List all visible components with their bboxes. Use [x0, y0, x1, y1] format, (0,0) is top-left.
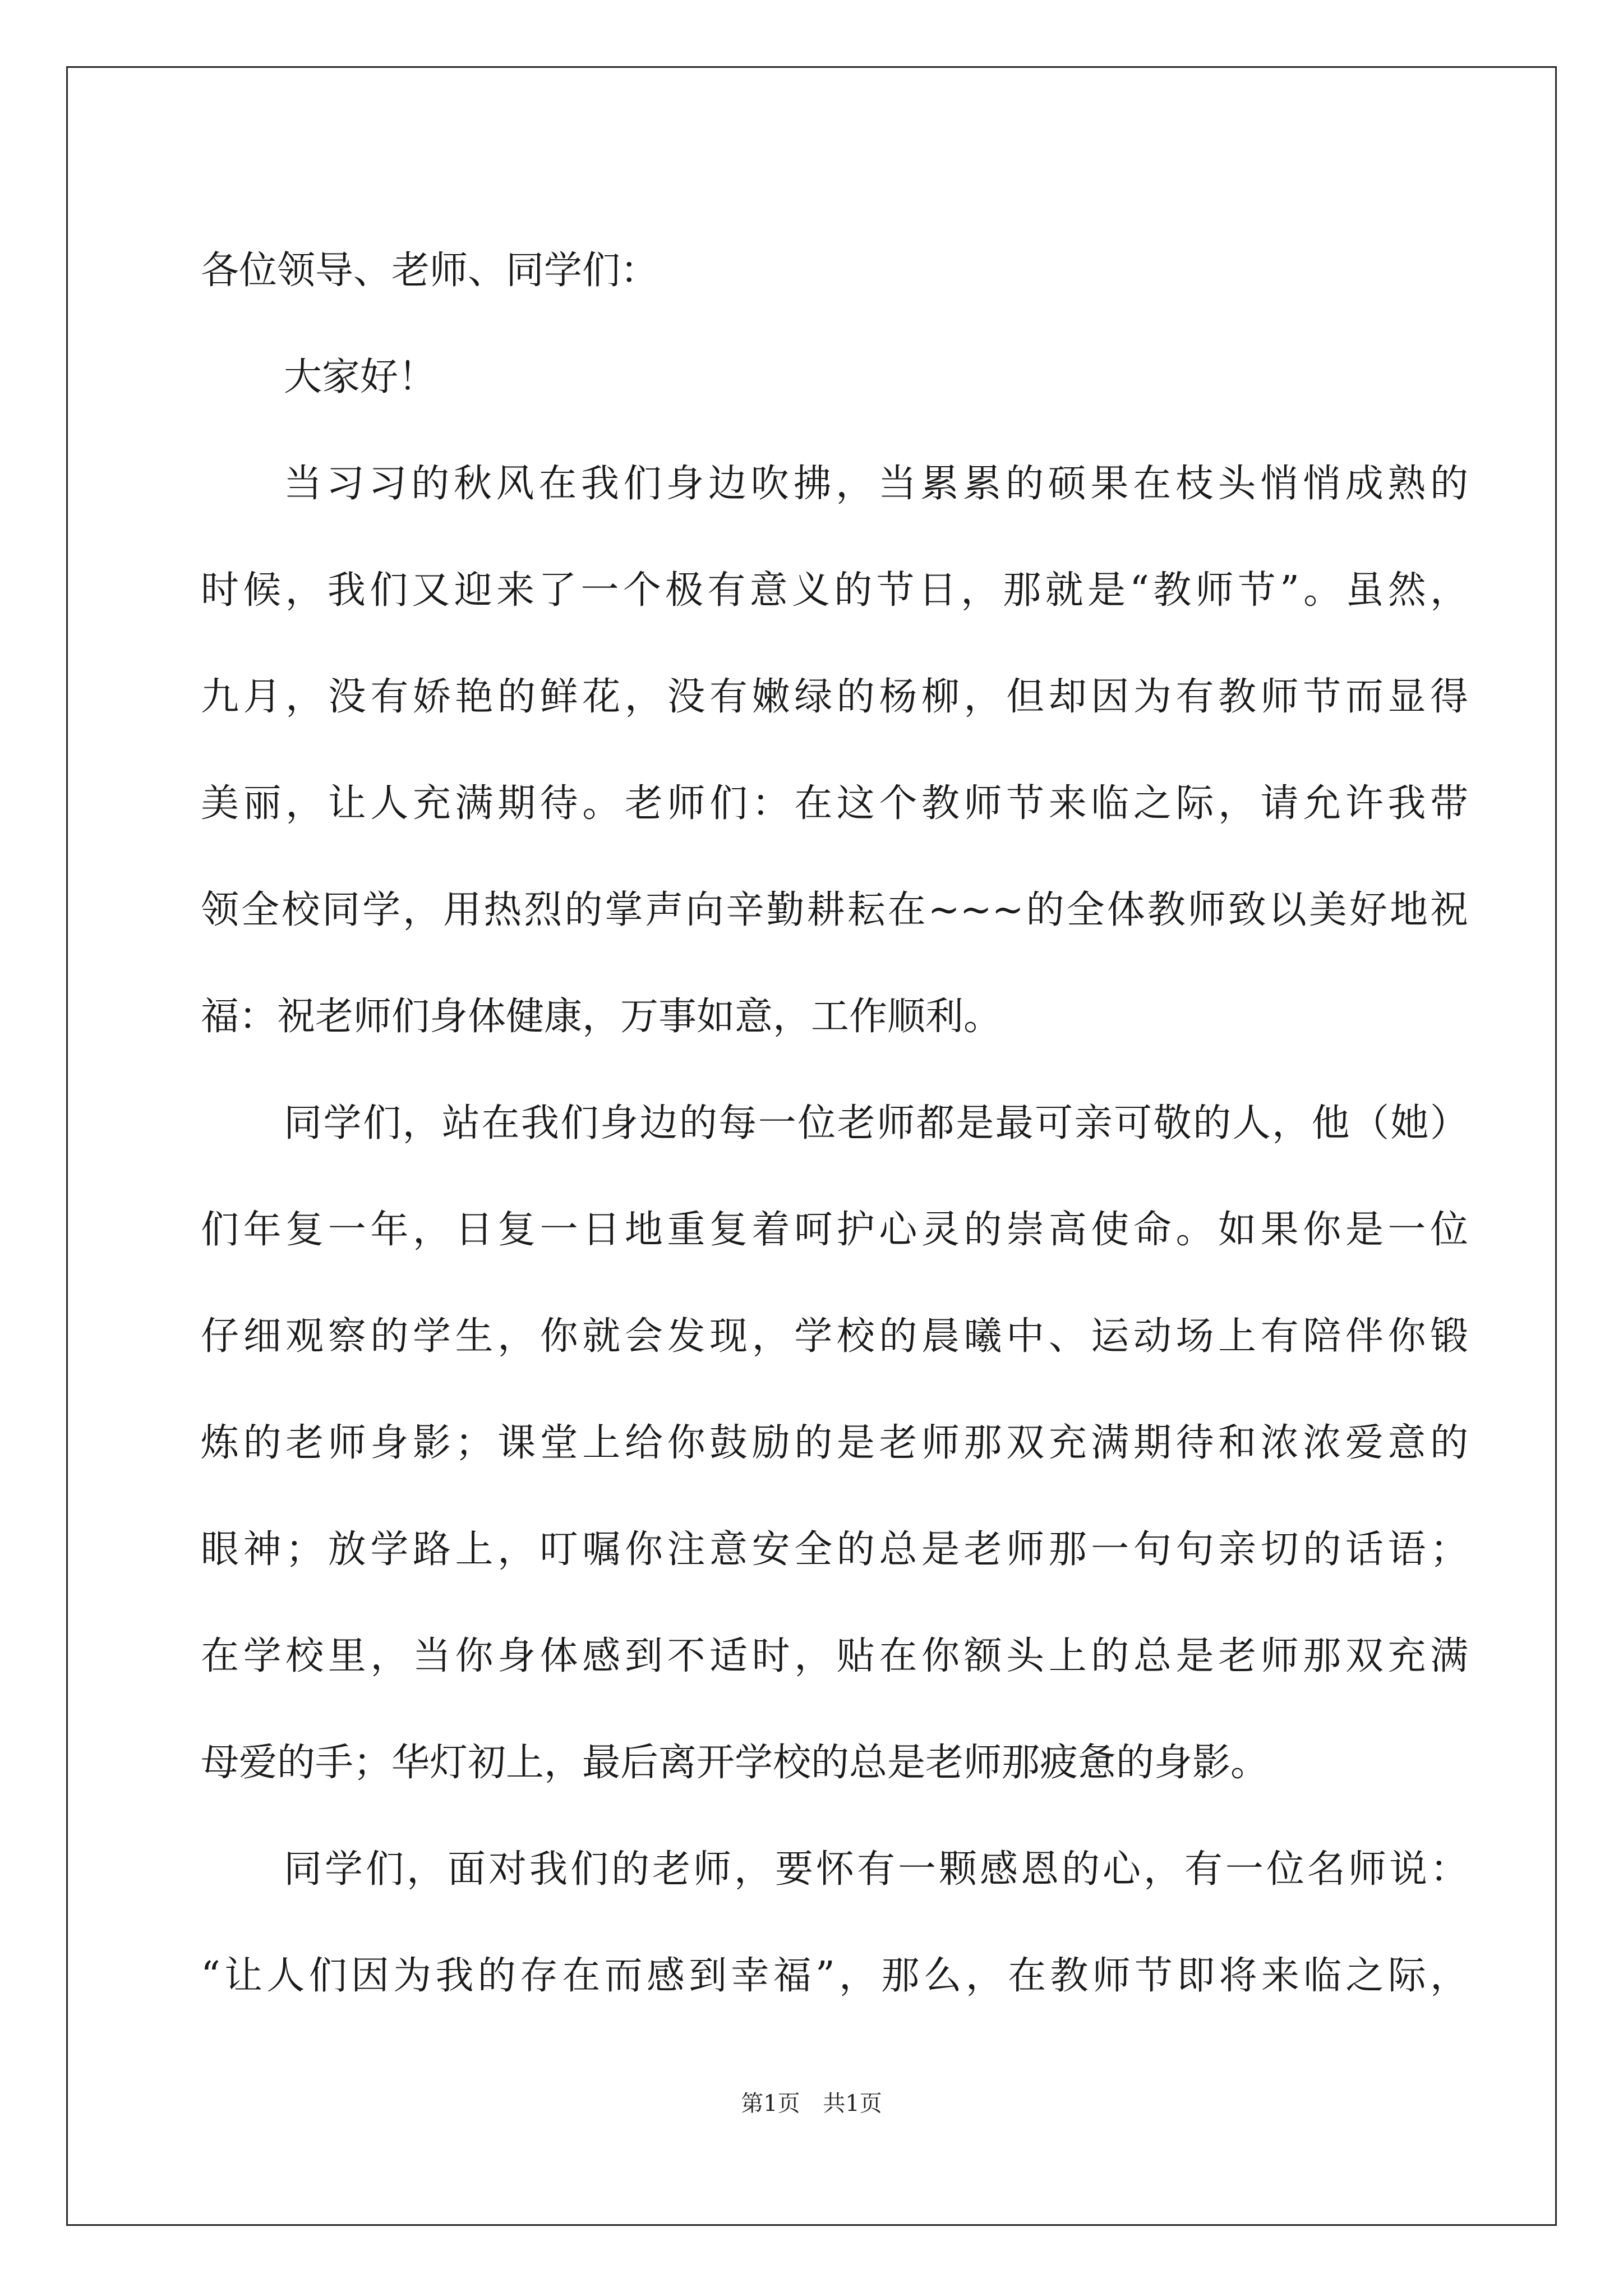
paragraph-line: 九月，没有娇艳的鲜花，没有嫩绿的杨柳，但却因为有教师节而显得	[201, 675, 1468, 719]
paragraph-line: 母爱的手；华灯初上，最后离开学校的总是老师那疲惫的身影。	[201, 1741, 1269, 1785]
paragraph-line: 仔细观察的学生，你就会发现，学校的晨曦中、运动场上有陪伴你锻	[201, 1314, 1468, 1359]
paragraph-line: 当习习的秋风在我们身边吹拂，当累累的硕果在枝头悄悄成熟的	[284, 462, 1468, 506]
greeting-line: 大家好！	[284, 355, 437, 399]
paragraph-line: 眼神；放学路上，叮嘱你注意安全的总是老师那一句句亲切的话语；	[201, 1527, 1468, 1572]
paragraph-line: 同学们，面对我们的老师，要怀有一颗感恩的心，有一位名师说：	[284, 1847, 1468, 1892]
document-body	[201, 218, 1468, 2030]
paragraph-line: 们年复一年，日复一日地重复着呵护心灵的崇高使命。如果你是一位	[201, 1208, 1468, 1252]
paragraph-line: “让人们因为我的存在而感到幸福”，那么，在教师节即将来临之际，	[201, 1954, 1468, 1998]
paragraph-line: 炼的老师身影；课堂上给你鼓励的是老师那双充满期待和浓浓爱意的	[201, 1421, 1468, 1465]
paragraph-line: 同学们，站在我们身边的每一位老师都是最可亲可敬的人，他（她）	[284, 1101, 1468, 1145]
page-number-current: 第1页	[741, 2091, 800, 2116]
page-footer	[0, 2087, 1623, 2120]
salutation-line: 各位领导、老师、同学们：	[201, 249, 659, 293]
paragraph-line: 时候，我们又迎来了一个极有意义的节日，那就是“教师节”。虽然，	[201, 568, 1468, 613]
paragraph-line: 领全校同学，用热烈的掌声向辛勤耕耘在~~~的全体教师致以美好地祝	[201, 888, 1468, 932]
paragraph-line: 在学校里，当你身体感到不适时，贴在你额头上的总是老师那双充满	[201, 1634, 1468, 1678]
paragraph-line: 美丽，让人充满期待。老师们：在这个教师节来临之际，请允许我带	[201, 781, 1468, 826]
page-number-total: 共1页	[823, 2091, 882, 2116]
paragraph-line: 福：祝老师们身体健康，万事如意，工作顺利。	[201, 995, 1002, 1039]
